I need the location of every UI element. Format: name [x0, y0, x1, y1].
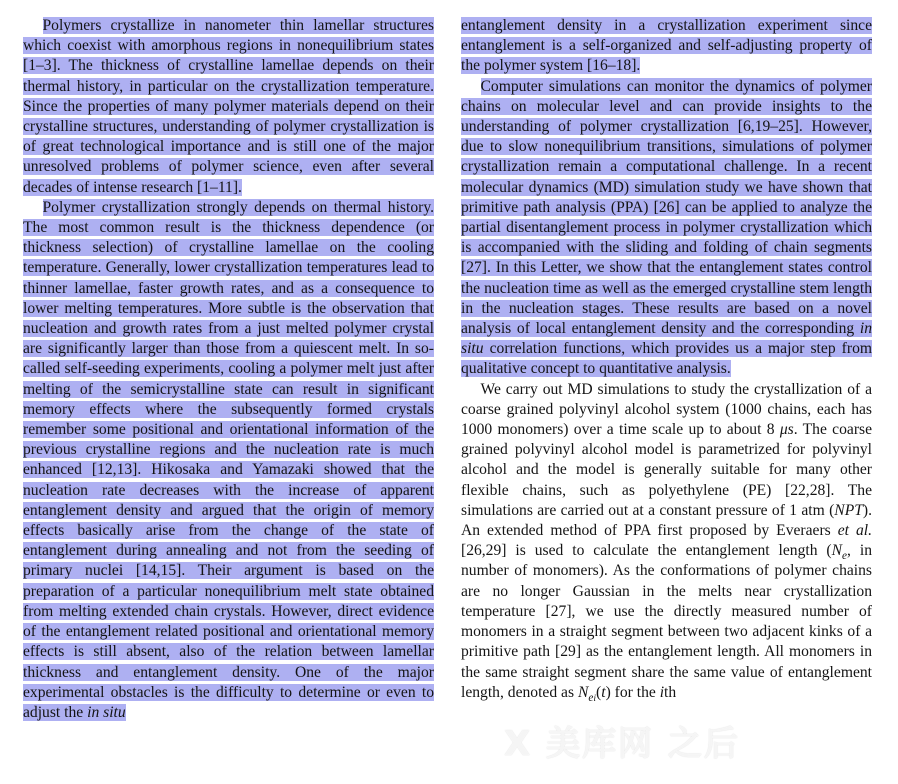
paragraph-thermal-history: [23, 198, 434, 723]
watermark-text: X 美库网 之后: [504, 723, 740, 764]
text-run: N: [831, 542, 843, 560]
text-run: ). An extended method of PPA first proposed by Everaers: [461, 501, 872, 540]
text-run: N: [577, 683, 589, 701]
watermark-logo-icon: [452, 718, 496, 762]
paragraph-simulations: [461, 77, 872, 380]
paragraph-methods: [461, 380, 872, 703]
text-run: NPT: [834, 501, 863, 519]
text-run: (: [596, 683, 602, 701]
text-run: i: [659, 683, 665, 701]
text-run: e: [588, 691, 594, 704]
text-run: Computer simulations can monitor the dynamics of polymer chains on molecular level and can provide insights to the understanding of polymer crystallization [6,19–25]. However, due to slow nonequilibrium transitions, simulations of polymer crystallization remain a computational challenge. In a recent molecular dynamics (MD) simulation study we have shown that primitive path analysis (PPA) [26] can be applied to analyze the partial disentanglement process in polymer crystallization which is accompanied with the sliding and folding of chain segments [27]. In this Letter, we show that the entanglement states control the nucleation time as well as the emerged crystalline stem length in the nucleation stages. These results are based on a novel analysis of local entanglement density and the corresponding: [461, 77, 872, 338]
text-run: We carry out MD simulations to study the crystallization of a coarse grained polyvinyl alcohol system (1000 chains, each has 1000 monomers) over a time scale up to about 8: [461, 380, 872, 439]
text-run: in situ: [461, 320, 872, 358]
text-run: correlation functions, which provides us a major step from qualitative concept to quantitative analysis.: [461, 340, 872, 378]
text-run: i: [593, 692, 597, 704]
site-watermark: [452, 706, 892, 774]
text-run: et al.: [837, 522, 872, 540]
paragraph-intro: [23, 16, 434, 198]
text-run: , in number of monomers). As the conformations of polymer chains are no longer Gaussian in the melts near crystallization temperature [27], we use the directly measured number of monomers in a straight segment between two adjacent kinks of a primitive path [29] as the entanglement length. All monomers in the same straight segment share the same value of entanglement length, denoted as: [461, 542, 872, 701]
text-run: . The coarse grained polyvinyl alcohol model is parametrized for polyvinyl alcohol and the model is generally suitable for many other flexible chains, such as polyethylene (PE) [22,28]. The simulations are carried out at a constant pressure of 1 atm (: [461, 421, 873, 519]
right-column: [461, 16, 872, 703]
left-column: [23, 16, 434, 723]
text-run: e: [842, 550, 848, 563]
text-run: entanglement density in a crystallization experiment since entanglement is a self-organized and self-adjusting property of the polymer system [16–18].: [461, 17, 872, 75]
text-run: in situ: [87, 703, 126, 721]
paragraph-continuation: [461, 16, 872, 77]
text-run: [26,29] is used to calculate the entanglement length (: [461, 542, 832, 560]
text-run: μs: [779, 421, 794, 439]
text-run: Polymer crystallization strongly depends on thermal history. The most common result is the thickness dependence (or thickness selection) of crystalline lamellae on the cooling temperature. Generally, lower crystallization temperatures lead to thinner lamellae, faster growth rates, and as a consequence to lower melting temperatures. More subtle is the observation that nucleation and growth rates from a just melted polymer crystal are significantly larger than those from a quiescent melt. In so-called self-seeding experiments, cooling a polymer melt just after melting of the semicrystalline state can result in significant memory effects where the subsequently formed crystals remember some positional and orientational information of the previous crystalline regions and the nucleation rate is much enhanced [12,13]. Hikosaka and Yamazaki showed that the nucleation rate decreases with the increase of apparent entanglement density and argued that the origin of memory effects basically arise from the change of the state of entanglement during annealing and not from the seeding of primary nuclei [14,15]. Their argument is based on the preparation of a particular nonequilibrium melt state obtained from melting extended chain crystals. However, direct evidence of the entanglement related positional and orientational memory effects is still absent, also of the relation between lamellar thickness and entanglement density. One of the major experimental obstacles is the difficulty to determine or even to adjust the: [23, 198, 434, 721]
text-run: th: [664, 683, 677, 701]
text-run: t: [601, 683, 606, 701]
text-run: Polymers crystallize in nanometer thin lamellar structures which coexist with amorphous regions in nonequilibrium states [1–3]. The thickness of crystalline lamellae depends on their thermal history, in particular on the crystallization temperature. Since the properties of many polymer materials depend on their crystalline structures, understanding of polymer crystallization is of great technological importance and is still one of the major unresolved problems of polymer science, even after several decades of intense research [1–11].: [23, 17, 434, 196]
text-run: ) for the: [605, 683, 660, 701]
